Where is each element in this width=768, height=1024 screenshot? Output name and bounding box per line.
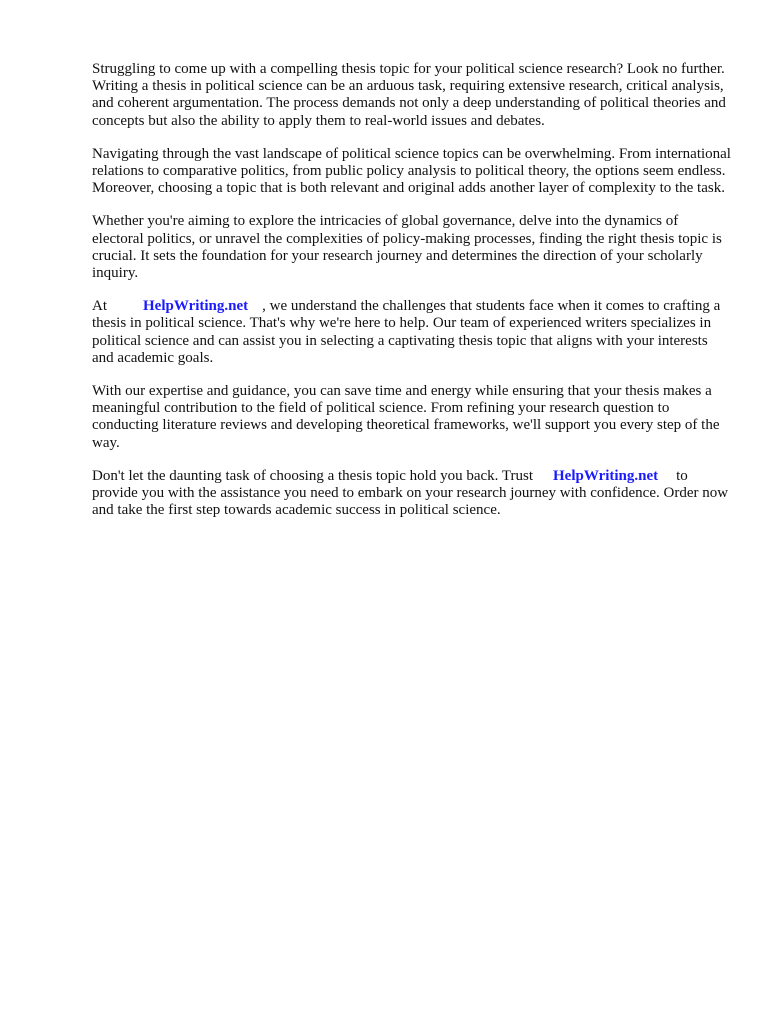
helpwriting-link-closing[interactable]: HelpWriting.net bbox=[553, 467, 659, 484]
paragraph-intro: Struggling to come up with a compelling thesis topic for your political science research? Look no further. Writing a thesis in political science can be an arduous task, requiring extensive research, critical analysis, and coherent argumentation. The process demands not only a deep understanding of political theories and concepts but also the ability to apply them to real-world issues and debates. bbox=[92, 61, 726, 129]
paragraph-landscape: Navigating through the vast landscape of political science topics can be overwhelming. From international relations to comparative politics, from public policy analysis to political theory, the options seem endless. Moreover, choosing a topic that is both relevant and original adds another layer of complexity to the task. bbox=[92, 145, 731, 197]
paragraph-service-suffix: , we understand the challenges that students face when it comes to crafting a thesis in political science. That's why we're here to help. Our team of experienced writers specializes in political science and can assist you in selecting a captivating thesis topic that aligns with your interests and academic goals. bbox=[92, 298, 721, 366]
document-page bbox=[92, 61, 732, 535]
paragraph-exploration: Whether you're aiming to explore the intricacies of global governance, delve into the dynamics of electoral politics, or unravel the complexities of policy-making processes, finding the right thesis topic is crucial. It sets the foundation for your research journey and determines the direction of your scholarly inquiry. bbox=[92, 213, 722, 282]
paragraph-closing bbox=[92, 468, 732, 520]
paragraph-service bbox=[92, 298, 732, 367]
paragraph-expertise: With our expertise and guidance, you can save time and energy while ensuring that your thesis makes a meaningful contribution to the field of political science. From refining your research question to conducting literature reviews and developing theoretical frameworks, we'll support you every step of the way. bbox=[92, 383, 720, 451]
helpwriting-link[interactable]: HelpWriting.net bbox=[143, 298, 249, 315]
paragraph-service-prefix: At bbox=[92, 298, 107, 315]
paragraph-closing-prefix: Don't let the daunting task of choosing a thesis topic hold you back. Trust bbox=[92, 467, 533, 484]
paragraph-closing-suffix: to provide you with the assistance you need to embark on your research journey with confidence. Order now and take the first step towards academic success in political science. bbox=[92, 467, 729, 519]
